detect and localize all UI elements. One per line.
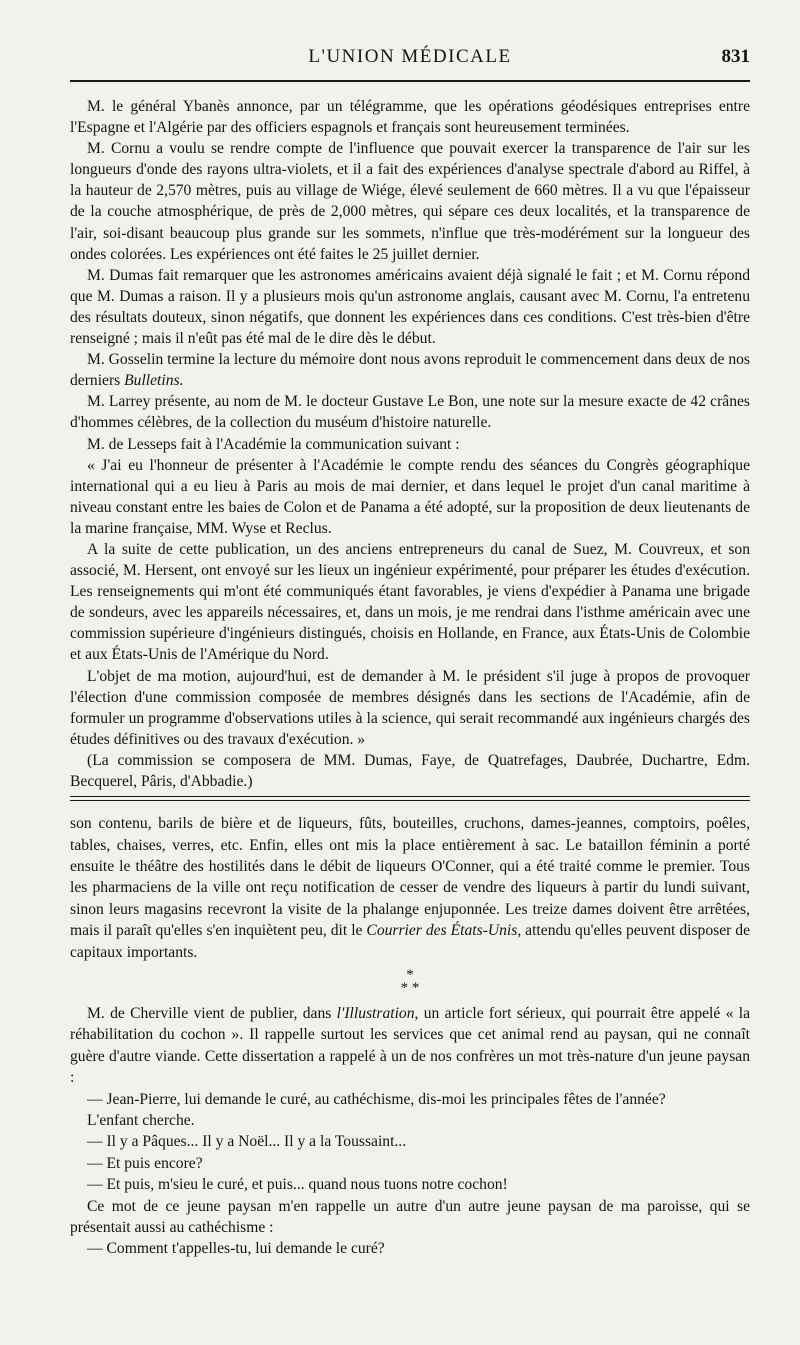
paragraph: « J'ai eu l'honneur de présenter à l'Académie le compte rendu des séances du Congrès géographique international qui a eu lieu à Paris au mois de mai dernier, et dans lequel le projet d'un canal maritime à niveau constant entre les baies de Colon et de Panama a été adopté, sur la proposition de deux lieutenants de la marine française, MM. Wyse et Reclus. xyxy=(70,456,750,537)
dialogue-line: Ce mot de ce jeune paysan m'en rappelle un autre d'un autre jeune paysan de ma paroisse, qui se présentait aussi au cathéchisme : xyxy=(70,1197,750,1236)
paragraph-text: M. Gosselin termine la lecture du mémoire dont nous avons reproduit le commencement dans deux de nos derniers xyxy=(70,351,751,390)
paragraph: M. Larrey présente, au nom de M. le docteur Gustave Le Bon, une note sur la mesure exacte de 42 crânes d'hommes célèbres, de la collection du muséum d'histoire naturelle. xyxy=(70,393,750,432)
dialogue-line: — Il y a Pâques... Il y a Noël... Il y a la Toussaint... xyxy=(87,1133,407,1151)
academy-report xyxy=(70,96,750,792)
paragraph-text: , attendu qu'elles peuvent disposer de capitaux importants. xyxy=(70,922,750,961)
dialogue-line: — Et puis encore? xyxy=(87,1154,203,1172)
italic-title: Courrier des États-Unis xyxy=(366,922,518,940)
document-page xyxy=(70,40,750,1330)
italic-title: l'Illustration xyxy=(336,1004,415,1022)
italic-title: Bulletins. xyxy=(124,372,184,390)
asterism-bottom: * * xyxy=(400,979,420,996)
section-divider xyxy=(70,796,750,801)
paragraph: A la suite de cette publication, un des anciens entrepreneurs du canal de Suez, M. Couvreux, et son associé, M. Hersent, ont envoyé sur les lieux un ingénieur expérimenté, pour préparer les études d'exécution. Les renseignements qui m'ont été communiqués étant favorables, je viens d'expédier à Panama une brigade de sondeurs, avec les appareils nécessaires, et, dans un mois, je me rendrai dans l'isthme américain avec une commission supérieure d'ingénieurs distingués, choisis en Hollande, en France, aux États-Unis de Colombie et aux États-Unis de l'Amérique du Nord. xyxy=(70,540,750,664)
dialogue-line: — Jean-Pierre, lui demande le curé, au cathéchisme, dis-moi les principales fêtes de l'année? xyxy=(87,1090,666,1108)
paragraph xyxy=(70,1003,750,1089)
paragraph xyxy=(70,813,750,963)
paragraph: M. le général Ybanès annonce, par un télégramme, que les opérations géodésiques entreprises entre l'Espagne et l'Algérie par des officiers espagnols et français sont heureusement terminées. xyxy=(70,98,750,137)
dialogue-line: — Comment t'appelles-tu, lui demande le curé? xyxy=(87,1240,385,1258)
dialogue-line: — Et puis, m'sieu le curé, et puis... quand nous tuons notre cochon! xyxy=(87,1176,508,1194)
paragraph-text: , un article fort sérieux, qui pourrait être appelé « la réhabilitation du cochon ». Il rappelle surtout les services que cet animal rend au paysan, qui ne connaît guère d'autre viande. Cette dissertation a rappelé à un de nos confrères un mot très-nature d'un jeune paysan : xyxy=(70,1004,750,1087)
asterism-top: * xyxy=(406,966,414,983)
paragraph xyxy=(70,349,750,391)
page-number: 831 xyxy=(721,46,750,67)
dialogue-line: L'enfant cherche. xyxy=(87,1111,195,1129)
paragraph: L'objet de ma motion, aujourd'hui, est de demander à M. le président s'il juge à propos de provoquer l'élection d'une commission composée de membres désignés dans les sections de l'Académie, afin de formuler un programme d'observations utiles à la science, qui serait recommandé aux ingénieurs chargés des études définitives ou des travaux d'exécution. » xyxy=(70,667,750,748)
journal-title: L'UNION MÉDICALE xyxy=(308,46,512,67)
header-rule xyxy=(70,80,750,82)
page-header xyxy=(70,40,750,80)
paragraph: (La commission se composera de MM. Dumas, Faye, de Quatrefages, Daubrée, Duchartre, Edm. Becquerel, Pâris, d'Abbadie.) xyxy=(70,751,750,790)
paragraph: M. Cornu a voulu se rendre compte de l'influence que pouvait exercer la transparence de l'air sur les longueurs d'onde des rayons ultra-violets, et il a fait des expériences d'analyse spectrale d'abord au Riffel, à la hauteur de 2,570 mètres, puis au village de Wiége, élevé seulement de 660 mètres. Il a vu que l'épaisseur de la couche atmosphérique, de près de 2,000 mètres, qui sépare ces deux localités, et la transparence de l'air, soi-disant beaucoup plus grande sur les sommets, n'influe que très-modérément sur la longueur des ondes colorées. Les expériences ont été faites le 25 juillet dernier. xyxy=(70,140,750,263)
paragraph: M. Dumas fait remarquer que les astronomes américains avaient déjà signalé le fait ; et M. Cornu répond que M. Dumas a raison. Il y a plusieurs mois qu'un astronome anglais, causant avec M. Cornu, l'a entretenu des résultats douteux, sinon négatifs, que donnent les expériences dans ces conditions. C'est très-bien d'être renseigné ; mais il n'eût pas été mal de le dire dès le début. xyxy=(70,266,750,348)
paragraph-text: M. de Cherville vient de publier, dans xyxy=(87,1004,337,1022)
asterism xyxy=(70,966,750,996)
paragraph: M. de Lesseps fait à l'Académie la communication suivant : xyxy=(87,435,460,453)
feuilleton xyxy=(70,813,750,1260)
paragraph-text: son contenu, barils de bière et de liqueurs, fûts, bouteilles, cruchons, dames-jeannes, comptoirs, poêles, tables, chaises, verres, etc. Enfin, elles ont mis la place entièrement à sac. Le bataillon féminin a porté ensuite le théâtre des hostilités dans le débit de liqueurs O'Conner, qui a été traité comme le premier. Tous les pharmaciens de la ville ont reçu notification de cesser de vendre des liqueurs à partir du lundi suivant, sinon leurs magasins recevront la visite de la phalange enjuponnée. Les treize dames doivent être arrêtées, mais il paraît qu'elles s'en inquiètent peu, dit le xyxy=(70,815,750,940)
